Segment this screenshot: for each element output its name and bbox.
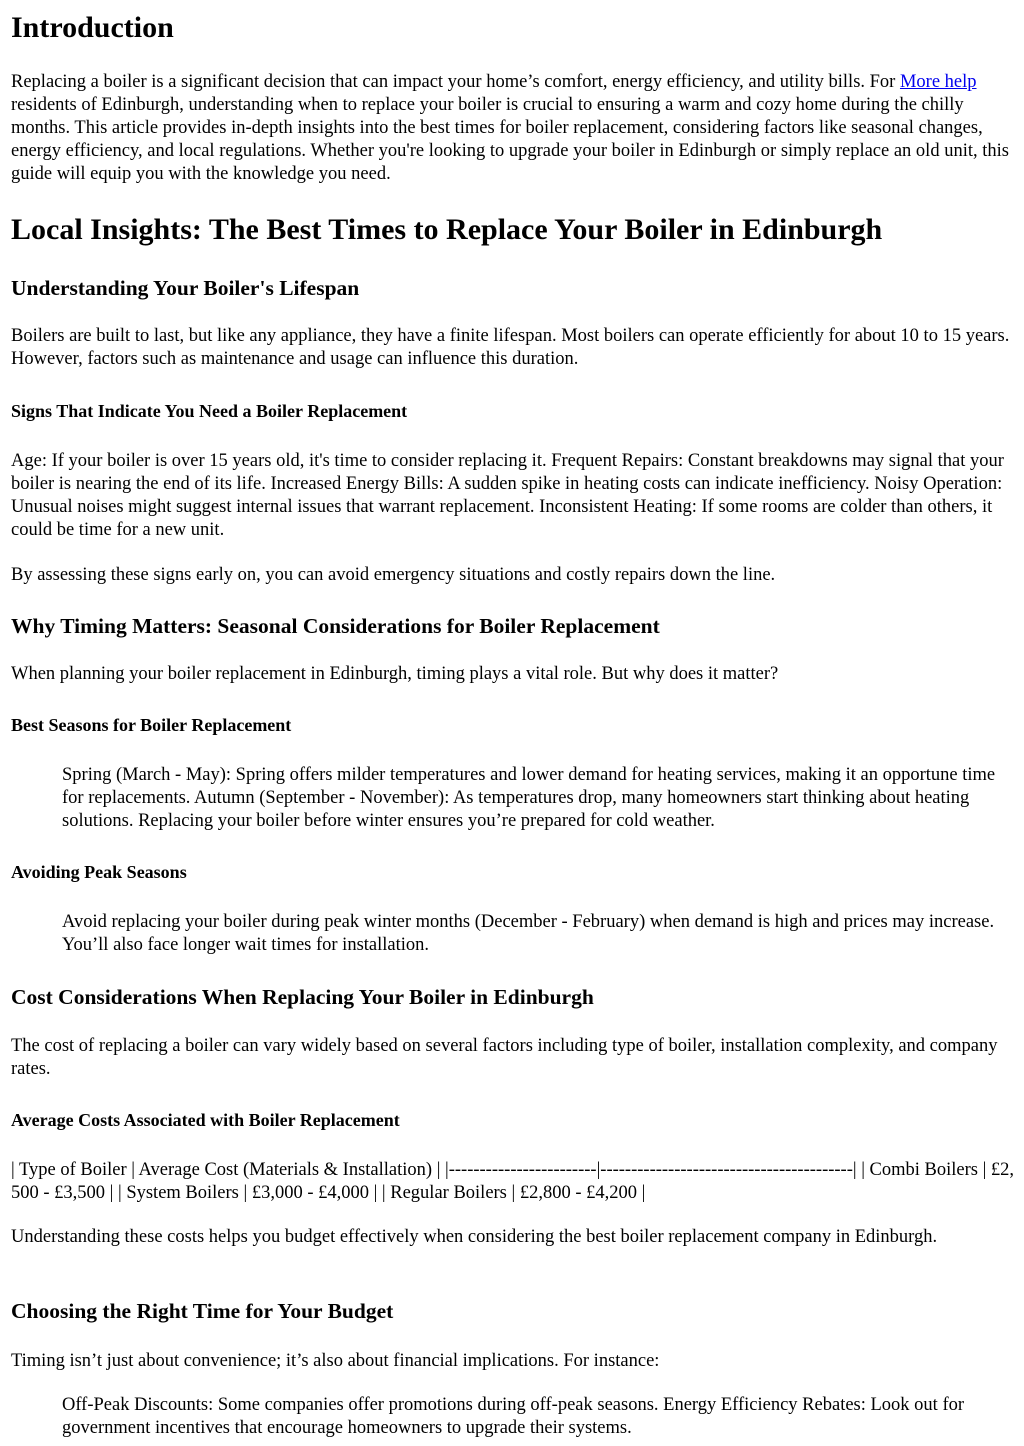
lifespan-paragraph: Boilers are built to last, but like any appliance, they have a finite lifespan. Most boilers can operate efficiently for about 10 to 15 years. However, factors such as maintenance and usage can influence this duration. <box>11 326 1010 369</box>
budget-paragraph: Timing isn’t just about convenience; it’s also about financial implications. For instance: <box>11 1351 660 1371</box>
cost-paragraph: The cost of replacing a boiler can vary widely based on several factors including type of boiler, installation complexity, and company rates. <box>11 1036 998 1079</box>
intro-heading: Introduction <box>11 11 174 44</box>
cost-heading: Cost Considerations When Replacing Your Boiler in Edinburgh <box>11 985 594 1009</box>
main-heading: Local Insights: The Best Times to Replace Your Boiler in Edinburgh <box>11 213 883 246</box>
cost-table-text: | Type of Boiler | Average Cost (Materials & Installation) | |------------------------|-----------------------------------------| | Combi Boilers | £2,500 - £3,500 | | System Boilers | £3,000 - £4,000 | | Regular Boilers | £2,800 - £4,200 | <box>11 1160 1015 1203</box>
timing-heading: Why Timing Matters: Seasonal Considerations for Boiler Replacement <box>11 614 660 638</box>
peak-quote: Avoid replacing your boiler during peak winter months (December - February) when demand is high and prices may increase. You’ll also face longer wait times for installation. <box>62 912 995 955</box>
lifespan-heading: Understanding Your Boiler's Lifespan <box>11 276 360 300</box>
best-seasons-heading: Best Seasons for Boiler Replacement <box>11 715 292 735</box>
average-costs-heading: Average Costs Associated with Boiler Replacement <box>11 1110 400 1130</box>
average-costs-followup: Understanding these costs helps you budget effectively when considering the best boiler replacement company in Edinburgh. <box>11 1227 938 1247</box>
timing-paragraph: When planning your boiler replacement in Edinburgh, timing plays a vital role. But why does it matter? <box>11 664 779 684</box>
intro-text-before: Replacing a boiler is a significant decision that can impact your home’s comfort, energy efficiency, and utility bills. For <box>11 72 900 92</box>
budget-heading: Choosing the Right Time for Your Budget <box>11 1299 394 1323</box>
signs-heading: Signs That Indicate You Need a Boiler Replacement <box>11 401 408 421</box>
budget-quote: Off-Peak Discounts: Some companies offer promotions during off-peak seasons. Energy Efficiency Rebates: Look out for government incentives that encourage homeowners to upgrade their systems. <box>62 1395 965 1438</box>
signs-paragraph: Age: If your boiler is over 15 years old, it's time to consider replacing it. Frequent Repairs: Constant breakdowns may signal that your boiler is nearing the end of its life. Increased Energy Bills: A sudden spike in heating costs can indicate inefficiency. Noisy Operation: Unusual noises might suggest internal issues that warrant replacement. Inconsistent Heating: If some rooms are colder than others, it could be time for a new unit. <box>11 451 1004 540</box>
intro-paragraph <box>11 71 1013 186</box>
more-help-link[interactable]: More help <box>899 72 977 92</box>
intro-text-after: residents of Edinburgh, understanding when to replace your boiler is crucial to ensuring a warm and cozy home during the chilly months. This article provides in-depth insights into the best times for boiler replacement, considering factors like seasonal changes, energy efficiency, and local regulations. Whether you're looking to upgrade your boiler in Edinburgh or simply replace an old unit, this guide will equip you with the knowledge you need. <box>11 95 1009 184</box>
peak-heading: Avoiding Peak Seasons <box>11 862 187 882</box>
signs-followup: By assessing these signs early on, you can avoid emergency situations and costly repairs down the line. <box>11 565 776 585</box>
best-seasons-quote: Spring (March - May): Spring offers milder temperatures and lower demand for heating services, making it an opportune time for replacements. Autumn (September - November): As temperatures drop, many homeowners start thinking about heating solutions. Replacing your boiler before winter ensures you’re prepared for cold weather. <box>62 765 996 831</box>
